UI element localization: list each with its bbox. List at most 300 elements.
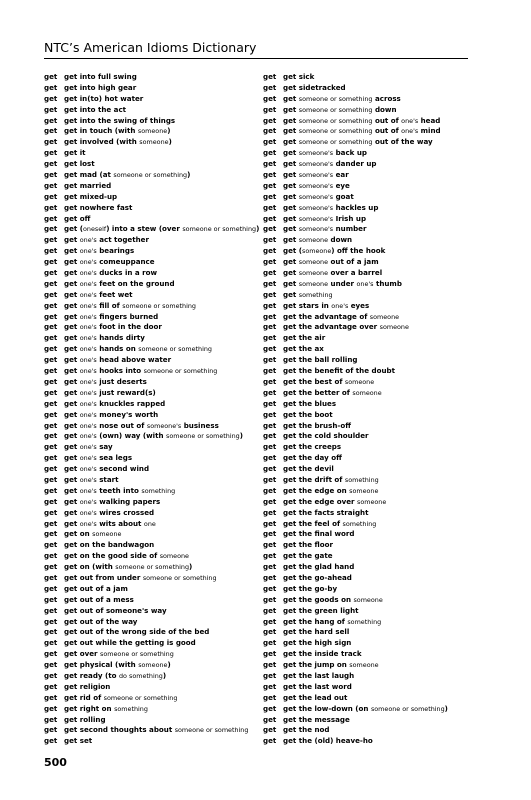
entry-phrase: act together [96,235,149,245]
index-entry [263,301,488,312]
entry-keyword: get [44,529,58,539]
index-entry [263,573,488,584]
index-entry [44,246,269,257]
entry-phrase: down [372,104,397,114]
index-entry [263,148,488,159]
entry-phrase: get the drift of [283,474,345,484]
index-entry [263,83,488,94]
index-entry [44,257,269,268]
entry-placeholder-word: one's [79,465,97,474]
entry-phrase: get [283,170,299,180]
entry-phrase: get into full swing [64,72,137,81]
entry-phrase: fingers burned [96,311,159,321]
entry-placeholder-word: one's [79,377,97,386]
entry-phrase: get out of the way [64,616,138,626]
entry-phrase: get [64,268,80,278]
index-entry [263,137,488,148]
entry-phrase: eye [333,180,350,190]
entry-phrase: get [64,333,80,343]
entry-keyword: get [263,268,277,278]
entry-keyword: get [263,551,277,561]
index-entry [44,638,269,649]
entry-placeholder-word: someone or something [113,171,188,180]
entry-keyword: get [44,355,58,365]
entry-phrase: ) off the hook [331,246,386,256]
index-entry [44,682,269,693]
entry-keyword: get [263,322,277,332]
entry-keyword: get [263,311,277,321]
entry-phrase: get rid of [64,692,104,702]
entry-phrase: ) [256,224,260,234]
index-entry [44,725,269,736]
index-entry [44,399,269,410]
index-entry [44,126,269,137]
entry-phrase: get the devil [283,464,334,474]
entry-keyword: get [263,692,277,702]
left-column [44,72,269,747]
entry-keyword: get [44,420,58,430]
entry-placeholder-word: one's [79,334,97,343]
entry-keyword: get [44,485,58,495]
entry-placeholder-word: one's [79,345,97,354]
entry-keyword: get [44,507,58,517]
entry-placeholder-word: one's [79,497,97,506]
entry-phrase: get [64,344,80,354]
index-entry [263,279,488,290]
entry-keyword: get [44,257,58,267]
index-entry [44,301,269,312]
index-entry [263,584,488,595]
entry-phrase: get the final word [283,529,355,539]
index-entry [263,464,488,475]
index-entry [44,333,269,344]
entry-keyword: get [44,72,58,81]
entry-phrase: get [64,387,80,397]
entry-phrase: start [96,474,119,484]
entry-phrase: get [283,137,299,147]
entry-keyword: get [263,278,277,288]
entry-keyword: get [44,736,58,746]
entry-keyword: get [263,398,277,408]
entry-placeholder-word: someone or something [143,367,218,376]
entry-phrase: get [64,431,80,441]
entry-placeholder-word: someone [302,247,332,256]
entry-phrase: get [64,474,80,484]
entry-phrase: get [64,485,80,495]
entry-phrase: get the green light [283,605,359,615]
entry-placeholder-word: one's [79,290,97,299]
entry-phrase: get the advantage of [283,311,370,321]
entry-placeholder-word: someone or something [298,105,373,114]
index-entry [263,192,488,203]
entry-phrase: out of [372,115,402,125]
entry-placeholder-word: someone or something [138,345,212,354]
entry-phrase: get the brush-off [283,420,351,430]
entry-phrase: get on [64,529,93,539]
entry-placeholder-word: someone's [298,149,334,158]
index-entry [44,660,269,671]
entry-phrase: get in touch (with [64,126,138,136]
entry-phrase: get right on [64,703,115,713]
entry-phrase: get [64,376,80,386]
entry-phrase: get nowhere fast [64,202,133,212]
entry-keyword: get [263,126,277,136]
entry-phrase: get [64,453,80,463]
entry-phrase: get the jump on [283,660,350,670]
entry-placeholder-word: oneself [83,225,107,234]
index-entry [263,551,488,562]
entry-keyword: get [263,507,277,517]
entry-phrase: get [283,191,299,201]
entry-phrase: goat [333,191,354,201]
entry-phrase: walking papers [96,496,161,506]
entry-keyword: get [263,572,277,582]
entry-phrase: dander up [333,159,377,169]
index-entry [263,649,488,660]
entry-phrase: get the low-down (on [283,703,371,713]
index-entry [263,377,488,388]
entry-phrase: sea legs [96,453,133,463]
entry-placeholder-word: something [344,475,379,484]
entry-phrase: get into the swing of things [64,115,176,125]
entry-phrase: get [64,235,80,245]
entry-placeholder-word: someone [298,279,329,288]
entry-placeholder-word: someone [298,236,329,245]
entry-phrase: get the go-ahead [283,572,352,582]
entry-phrase: across [372,93,401,103]
index-entry [44,214,269,225]
entry-phrase: get the edge over [283,496,357,506]
entry-placeholder-word: someone's [298,171,334,180]
entry-keyword: get [263,714,277,724]
entry-placeholder-word: one's [79,519,97,528]
index-entry [44,148,269,159]
entry-placeholder-word: one's [79,323,97,332]
entry-phrase: get [283,257,299,267]
index-entry [263,126,488,137]
entry-keyword: get [263,420,277,430]
entry-keyword: get [44,159,58,169]
entry-placeholder-word: someone or something [174,726,249,735]
entry-keyword: get [44,496,58,506]
entry-keyword: get [263,355,277,365]
index-entry [44,344,269,355]
index-entry [263,475,488,486]
entry-phrase: get over [64,649,101,659]
entry-keyword: get [44,540,58,550]
entry-keyword: get [44,104,58,114]
entry-keyword: get [44,703,58,713]
entry-phrase: get [283,115,299,125]
entry-placeholder-word: one's [79,486,97,495]
entry-keyword: get [44,660,58,670]
index-entry [263,170,488,181]
entry-phrase: get out of someone's way [64,605,167,615]
entry-keyword: get [263,562,277,572]
entry-phrase: get ready (to [64,670,119,680]
index-entry [263,453,488,464]
index-entry [263,388,488,399]
entry-keyword: get [44,82,58,92]
entry-phrase: back up [333,148,367,158]
entry-placeholder-word: someone or something [298,94,373,103]
index-entry [44,312,269,323]
index-entry [44,486,269,497]
index-entry [44,617,269,628]
entry-keyword: get [263,660,277,670]
entry-phrase: get sick [283,72,315,81]
entry-phrase: get the air [283,333,326,343]
entry-phrase: get on the good side of [64,551,160,561]
index-entry [44,366,269,377]
entry-phrase: get the advantage over [283,322,380,332]
index-entry [263,421,488,432]
index-entry [44,627,269,638]
index-entry [44,410,269,421]
entry-keyword: get [263,583,277,593]
entry-keyword: get [44,551,58,561]
entry-keyword: get [263,616,277,626]
entry-phrase: head [418,115,441,125]
running-header: NTC’s American Idioms Dictionary [44,40,257,55]
index-entry [263,508,488,519]
index-entry [263,617,488,628]
index-entry [44,704,269,715]
entry-keyword: get [44,170,58,180]
index-entry [44,377,269,388]
entry-phrase: (own) way (with [96,431,166,441]
entry-phrase: get religion [64,681,111,691]
index-entry [263,638,488,649]
index-entry [263,540,488,551]
entry-keyword: get [263,442,277,452]
entry-phrase: ) [167,660,171,670]
entry-keyword: get [44,213,58,223]
entry-keyword: get [44,115,58,125]
entry-phrase: get out of a mess [64,594,134,604]
index-entry [44,736,269,747]
entry-phrase: second wind [96,464,150,474]
entry-placeholder-word: someone or something [298,138,373,147]
entry-keyword: get [263,148,277,158]
entry-keyword: get [263,213,277,223]
index-entry [44,649,269,660]
entry-phrase: get the message [283,714,350,724]
index-entry [44,519,269,530]
entry-phrase: get second thoughts about [64,725,175,735]
entry-phrase: get the better of [283,387,353,397]
index-entry [263,595,488,606]
entry-placeholder-word: someone's [298,214,334,223]
entry-phrase: get [64,464,80,474]
entry-placeholder-word: something [347,617,382,626]
entry-phrase: get on (with [64,562,116,572]
entry-placeholder-word: someone or something [142,573,217,582]
entry-keyword: get [44,605,58,615]
entry-phrase: get [283,278,299,288]
entry-phrase: get set [64,736,93,746]
entry-keyword: get [263,191,277,201]
entry-phrase: get into high gear [64,82,137,92]
entry-phrase: get out of the wrong side of the bed [64,627,210,637]
index-entry [263,682,488,693]
entry-keyword: get [44,191,58,201]
index-entry [263,224,488,235]
entry-phrase: head above water [96,355,172,365]
index-entry [263,562,488,573]
entry-phrase: get [64,355,80,365]
entry-placeholder-word: someone [357,497,387,506]
entry-phrase: get the feel of [283,518,343,528]
entry-keyword: get [263,300,277,310]
index-entry [44,715,269,726]
entry-phrase: out of a jam [328,257,379,267]
entry-keyword: get [44,148,58,158]
entry-phrase: get on the bandwagon [64,540,155,550]
entry-keyword: get [263,474,277,484]
entry-phrase: out of [372,126,402,136]
index-entry [263,366,488,377]
entry-keyword: get [263,72,277,81]
entry-keyword: get [44,300,58,310]
entry-keyword: get [263,159,277,169]
entry-placeholder-word: someone [138,661,168,670]
entry-phrase: get the glad hand [283,562,355,572]
entry-phrase: get the nod [283,725,330,735]
entry-phrase: mind [418,126,441,136]
entry-placeholder-word: someone [353,595,383,604]
index-entry [263,660,488,671]
entry-phrase: get [64,409,80,419]
entry-phrase: get in(to) hot water [64,93,144,103]
index-entry [44,475,269,486]
entry-phrase: down [328,235,353,245]
entry-phrase: get married [64,180,112,190]
entry-placeholder-word: something [342,519,377,528]
entry-placeholder-word: someone or something [122,301,196,310]
index-entry [263,399,488,410]
entry-placeholder-word: someone [92,530,122,539]
entry-placeholder-word: someone [349,486,379,495]
index-entry [263,715,488,726]
entry-keyword: get [263,115,277,125]
entry-placeholder-word: someone's [298,203,334,212]
entry-phrase: nose out of [96,420,147,430]
entry-keyword: get [263,681,277,691]
entry-phrase: get [64,420,80,430]
entry-phrase: fill of [96,300,123,310]
entry-phrase: just reward(s) [96,387,156,397]
index-entry [263,94,488,105]
entry-phrase: get [64,496,80,506]
entry-keyword: get [44,681,58,691]
index-entry [263,116,488,127]
entry-keyword: get [263,246,277,256]
entry-phrase: get [283,180,299,190]
index-entry [44,421,269,432]
index-entry [263,72,488,83]
entry-phrase: hands dirty [96,333,145,343]
entry-placeholder-word: one's [79,312,97,321]
index-entry [44,268,269,279]
entry-keyword: get [44,311,58,321]
entry-placeholder-word: something [141,486,176,495]
index-entry [44,279,269,290]
entry-phrase: get ( [283,246,302,256]
index-entry [44,137,269,148]
entry-keyword: get [44,442,58,452]
entry-placeholder-word: one's [79,410,97,419]
entry-placeholder-word: one's [79,432,97,441]
entry-keyword: get [44,583,58,593]
index-entry [263,627,488,638]
entry-phrase: knuckles rapped [96,398,166,408]
entry-placeholder-word: one's [79,356,97,365]
entry-keyword: get [263,725,277,735]
index-entry [44,562,269,573]
entry-keyword: get [44,93,58,103]
entry-phrase: get ( [64,224,83,234]
index-entry [44,606,269,617]
entry-phrase: get involved (with [64,137,140,147]
entry-keyword: get [44,278,58,288]
entry-phrase: get [283,213,299,223]
entry-phrase: get [64,398,80,408]
index-entry [263,442,488,453]
entry-phrase: hands on [96,344,139,354]
index-entry [44,551,269,562]
index-entry [44,72,269,83]
entry-placeholder-word: someone's [298,225,334,234]
entry-placeholder-word: one's [79,475,97,484]
entry-keyword: get [263,703,277,713]
right-column [263,72,488,747]
entry-phrase: say [96,442,113,452]
entry-phrase: get [64,442,80,452]
entry-keyword: get [44,616,58,626]
entry-phrase: get the blues [283,398,337,408]
entry-placeholder-word: someone or something [298,127,373,136]
entry-keyword: get [44,409,58,419]
entry-phrase: get the high sign [283,638,352,648]
entry-keyword: get [263,333,277,343]
index-entry [263,214,488,225]
entry-placeholder-word: one's [79,421,97,430]
entry-phrase: get the go-by [283,583,338,593]
entry-phrase: get the cold shoulder [283,431,369,441]
entry-phrase: get the best of [283,376,345,386]
entry-keyword: get [44,180,58,190]
entry-phrase: Irish up [333,213,367,223]
entry-placeholder-word: someone [349,661,379,670]
entry-keyword: get [44,202,58,212]
entry-phrase: get [64,311,80,321]
entry-placeholder-word: someone [379,323,409,332]
index-entry [263,246,488,257]
index-entry [263,290,488,301]
entry-phrase: get [283,202,299,212]
entry-placeholder-word: someone [159,552,189,561]
index-entry [263,606,488,617]
entry-phrase: get mad (at [64,170,114,180]
entry-phrase: get [283,224,299,234]
entry-phrase: get out from under [64,572,143,582]
entry-keyword: get [44,333,58,343]
index-entry [263,159,488,170]
entry-keyword: get [44,137,58,147]
index-entry [263,497,488,508]
entry-phrase: get the boot [283,409,333,419]
